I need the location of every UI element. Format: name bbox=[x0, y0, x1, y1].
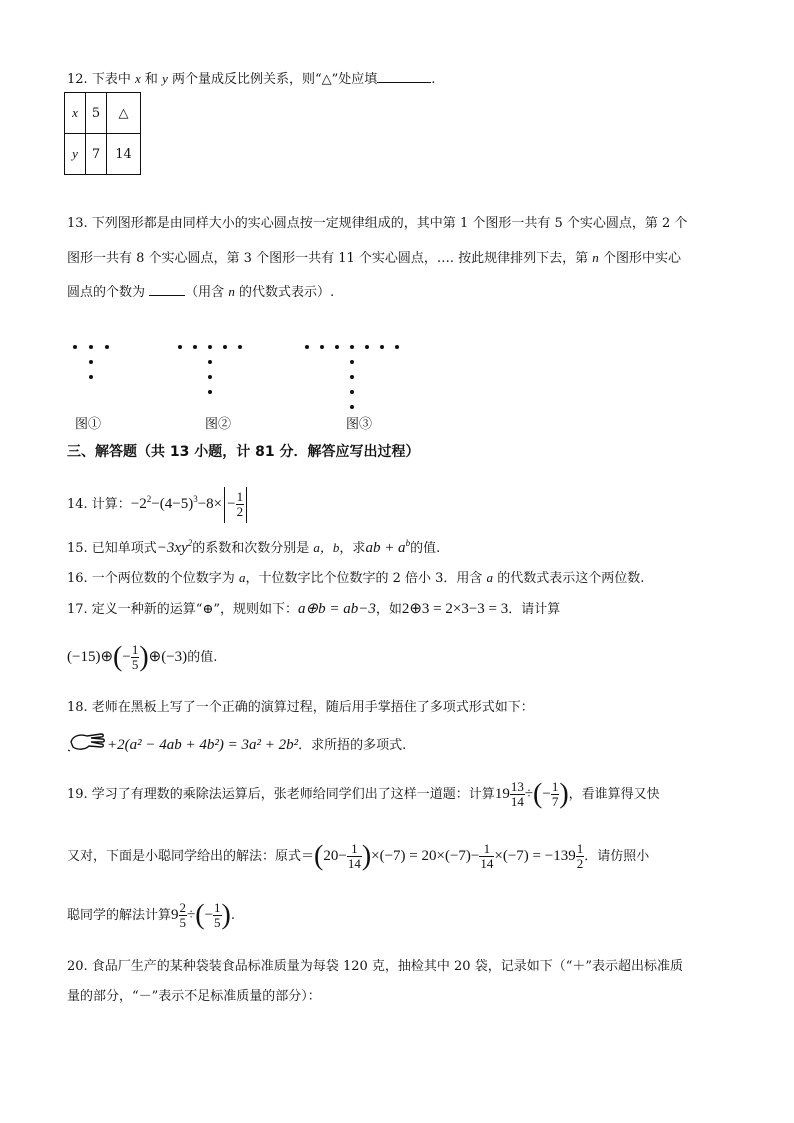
q14-text: 14. 计算：$-2^2-(4-5)^3-8\times$ − $\frac{1}{2}$ bbox=[67, 479, 249, 525]
abs-bar-left bbox=[224, 487, 225, 523]
q12-text: 12. 下表中 x 和 y 两个量成反比例关系，则“△”处应填 . bbox=[67, 68, 435, 90]
table-cell: 5 bbox=[86, 93, 107, 134]
figure-label-2: 图② bbox=[205, 417, 232, 432]
hand-icon bbox=[67, 730, 107, 761]
q12-table bbox=[64, 92, 141, 175]
table-cell: x bbox=[65, 93, 86, 134]
figure-label-3: 图③ bbox=[346, 417, 373, 432]
q20-line2: 量的部分，“－”表示不足标准质量的部分）： bbox=[67, 989, 321, 1004]
q19-line1: 19. 学习了有理数的乘除法运算后，张老师给同学们出了这样一道题：计算19 $\frac{13}{14}$ ÷(− $\frac{1}{7}$ )，看谁算得又快 bbox=[67, 778, 660, 810]
q16-text: 16. 一个两位数的个位数字为 a，十位数字比个位数字的 2 倍小 3．用含 a 的代数式表示这个两位数. bbox=[67, 570, 645, 586]
table-cell: 14 bbox=[107, 134, 141, 175]
table-cell: △ bbox=[107, 93, 141, 134]
q19-line2: 又对，下面是小聪同学给出的解法：原式＝(20− $\frac{1}{14}$ )×(−7) = 20×(−7)− $\frac{1}{14}$ ×(−7) = −139 $\frac{1}{2}$ ．请仿照小 bbox=[67, 840, 650, 872]
q13-line2: 图形一共有 8 个实心圆点，第 3 个图形一共有 11 个实心圆点，…. 按此规律排列下去，第 n 个图形中实心 bbox=[67, 250, 681, 266]
q18-line1: 18. 老师在黑板上写了一个正确的演算过程，随后用手掌捂住了多项式形式如下： bbox=[67, 700, 534, 715]
q13-line3: 圆点的个数为 （用含 n 的代数式表示）. bbox=[67, 281, 334, 303]
q17-line1: 17. 定义一种新的运算“⊕”，规则如下：a⊕b = ab−3，如2⊕3 = 2×3−3 = 3．请计算 bbox=[67, 601, 561, 617]
figure-label-1: 图① bbox=[75, 417, 102, 432]
q13-line1: 13. 下列图形都是由同样大小的实心圆点按一定规律组成的，其中第 1 个图形一共有 5 个实心圆点，第 2 个 bbox=[67, 216, 688, 231]
q20-line1: 20. 食品厂生产的某种袋装食品标准质量为每袋 120 克，抽检其中 20 袋，记录如下（“＋”表示超出标准质 bbox=[67, 959, 683, 974]
table-cell: 7 bbox=[86, 134, 107, 175]
q19-line3: 聪同学的解法计算9 $\frac{2}{5}$ ÷(− $\frac{1}{5}$ ). bbox=[67, 899, 236, 931]
section-heading: 三、解答题（共 13 小题，计 81 分．解答应写出过程） bbox=[67, 444, 420, 460]
abs-bar-right bbox=[246, 487, 247, 523]
q15-text: 15. 已知单项式$-3xy^2$的系数和次数分别是 a，b，求ab + $a^b$的值. bbox=[67, 538, 441, 556]
table-cell: y bbox=[65, 134, 86, 175]
answer-blank-q13 bbox=[149, 281, 185, 296]
q18-line2: +2(a² − 4ab + 4b²) = 3a² + 2b²．求所捂的多项式. bbox=[67, 730, 406, 761]
table-row bbox=[65, 93, 141, 134]
q17-line2: (−15)⊕(− $\frac{1}{5}$ )⊕(−3)的值. bbox=[67, 641, 218, 673]
answer-blank-q12 bbox=[377, 68, 431, 83]
table-row bbox=[65, 134, 141, 175]
